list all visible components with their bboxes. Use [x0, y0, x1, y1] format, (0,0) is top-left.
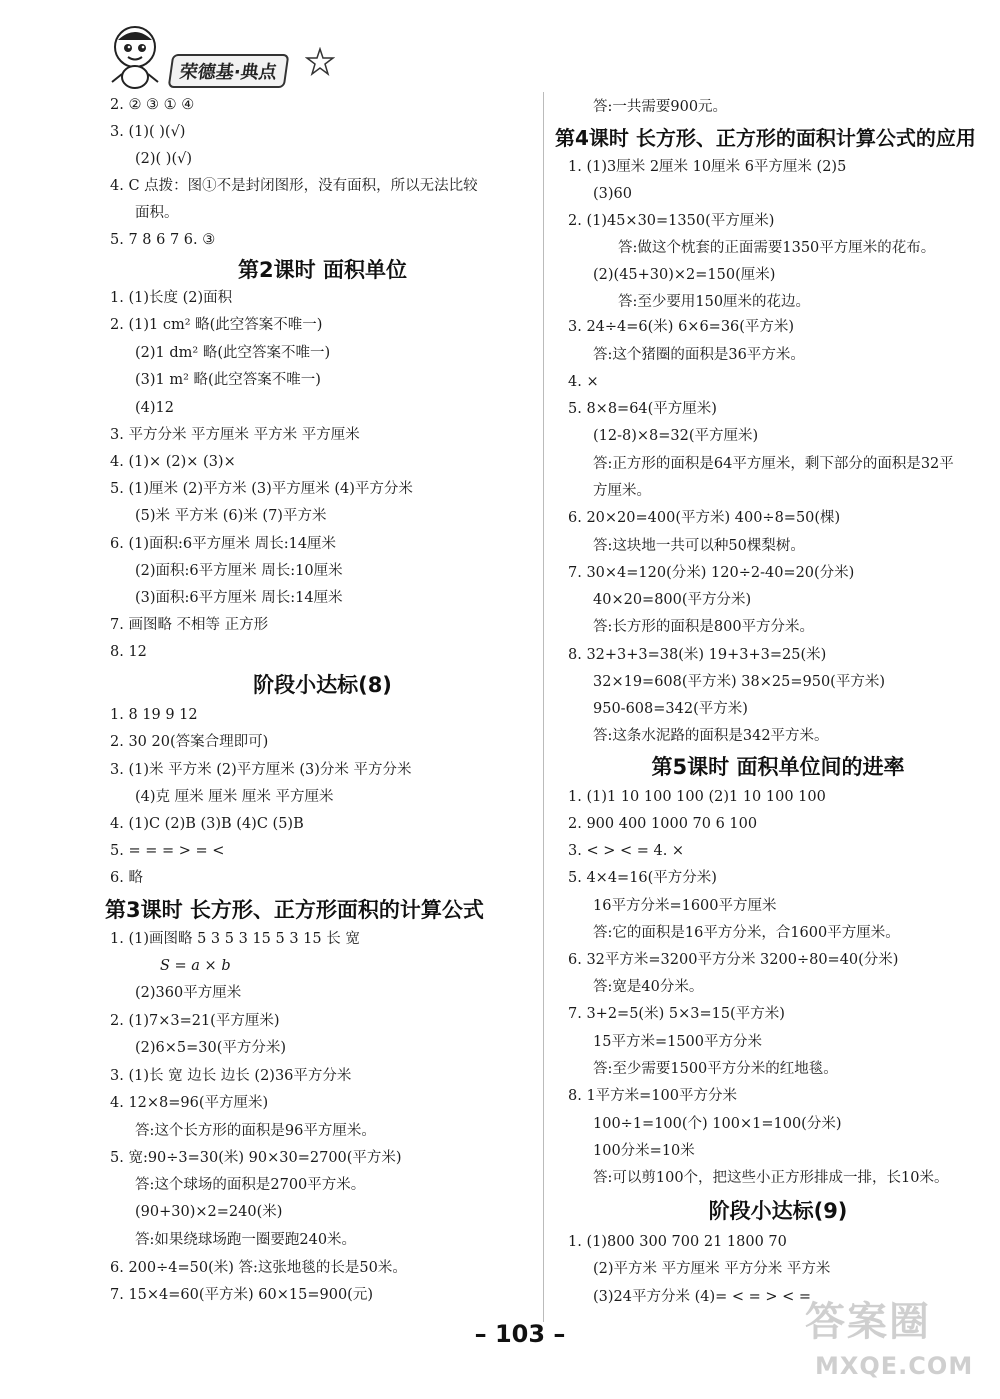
- star-icon: [305, 47, 335, 77]
- answer-line: 答:至少要用150厘米的花边。: [618, 294, 811, 310]
- answer-line: 答:这块地一共可以种50棵梨树。: [593, 538, 805, 554]
- page-number: – 103 –: [474, 1320, 566, 1348]
- answer-line: (3)1 m² 略(此空答案不唯一): [135, 372, 321, 388]
- answer-line: 1. (1)画图略 5 3 5 3 15 5 3 15 长 宽: [110, 931, 360, 947]
- answer-line: 2. ② ③ ① ④: [110, 97, 195, 113]
- answer-line: 答:这个长方形的面积是96平方厘米。: [135, 1123, 376, 1139]
- answer-line: 100÷1=100(个) 100×1=100(分米): [593, 1116, 842, 1132]
- section-heading: 阶段小达标(9): [708, 1199, 848, 1223]
- answer-line: 1. 8 19 9 12: [110, 707, 198, 723]
- answer-line: 答:正方形的面积是64平方厘米，剩下部分的面积是32平: [593, 456, 954, 472]
- answer-line: (5)米 平方米 (6)米 (7)平方米: [135, 508, 327, 524]
- answer-line: 答:如果绕球场跑一圈要跑240米。: [135, 1232, 357, 1248]
- answer-line: 32×19=608(平方米) 38×25=950(平方米): [593, 674, 885, 690]
- header-logo: [100, 22, 350, 92]
- answer-line: 5. 8×8=64(平方厘米): [568, 401, 717, 417]
- answer-line: 3. (1)( )(√): [110, 124, 186, 140]
- answer-line: (90+30)×2=240(米): [135, 1204, 283, 1220]
- answer-line: 100分米=10米: [593, 1143, 695, 1159]
- answer-line: (2)( )(√): [135, 151, 193, 167]
- answer-line: 5. 4×4=16(平方分米): [568, 870, 717, 886]
- answer-line: 7. 3+2=5(米) 5×3=15(平方米): [568, 1006, 785, 1022]
- answer-line: 950-608=342(平方米): [593, 701, 748, 717]
- answer-line: 8. 12: [110, 644, 147, 660]
- answer-line: 答:长方形的面积是800平方分米。: [593, 619, 815, 635]
- answer-line: (2)360平方厘米: [135, 985, 242, 1001]
- mascot-icon: [100, 22, 170, 92]
- answer-line: 答:这个猪圈的面积是36平方米。: [593, 347, 805, 363]
- answer-line: 5. = = = > = <: [110, 843, 225, 859]
- answer-line: 40×20=800(平方分米): [593, 592, 752, 608]
- answer-line: 7. 15×4=60(平方米) 60×15=900(元): [110, 1287, 373, 1303]
- answer-line: 6. 200÷4=50(米) 答:这张地毯的长是50米。: [110, 1260, 407, 1276]
- answer-line: 2. (1)7×3=21(平方厘米): [110, 1013, 280, 1029]
- answer-line: 5. 宽:90÷3=30(米) 90×30=2700(平方米): [110, 1150, 402, 1166]
- answer-line: 答:这个球场的面积是2700平方米。: [135, 1177, 366, 1193]
- answer-line: 面积。: [135, 205, 179, 221]
- answer-line: 3. (1)米 平方米 (2)平方厘米 (3)分米 平方分米: [110, 762, 412, 778]
- answer-line: 2. 900 400 1000 70 6 100: [568, 816, 758, 832]
- answer-line: 15平方米=1500平方分米: [593, 1034, 763, 1050]
- answer-line: 3. 平方分米 平方厘米 平方米 平方厘米: [110, 427, 360, 443]
- answer-line: 3. < > < = 4. ×: [568, 843, 685, 859]
- answer-line: 2. (1)45×30=1350(平方厘米): [568, 213, 775, 229]
- watermark-url: MXQE.COM: [815, 1352, 974, 1380]
- answer-line: (3)60: [593, 186, 632, 202]
- answer-line: 方厘米。: [593, 483, 651, 499]
- column-divider: [543, 92, 544, 1322]
- section-heading: 第4课时 长方形、正方形的面积计算公式的应用: [555, 126, 976, 150]
- answer-line: 1. (1)800 300 700 21 1800 70: [568, 1234, 787, 1250]
- answer-line: (2)1 dm² 略(此空答案不唯一): [135, 345, 331, 361]
- answer-line: (12-8)×8=32(平方厘米): [593, 428, 759, 444]
- section-heading: 第2课时 面积单位: [238, 258, 407, 282]
- answer-line: S = a × b: [160, 958, 231, 974]
- answer-line: 16平方分米=1600平方厘米: [593, 898, 777, 914]
- answer-line: 5. (1)厘米 (2)平方米 (3)平方厘米 (4)平方分米: [110, 481, 413, 497]
- answer-line: (2)6×5=30(平方分米): [135, 1040, 287, 1056]
- answer-line: 答:这条水泥路的面积是342平方米。: [593, 728, 829, 744]
- answer-line: 4. C 点拨：图①不是封闭图形，没有面积，所以无法比较: [110, 178, 478, 194]
- answer-line: 1. (1)3厘米 2厘米 10厘米 6平方厘米 (2)5: [568, 159, 847, 175]
- answer-line: 答:宽是40分米。: [593, 979, 704, 995]
- answer-line: 6. 略: [110, 870, 143, 886]
- answer-line: 7. 30×4=120(分米) 120÷2-40=20(分米): [568, 565, 855, 581]
- section-heading: 第3课时 长方形、正方形面积的计算公式: [105, 898, 484, 922]
- answer-line: 4. ×: [568, 374, 599, 390]
- answer-line: 6. (1)面积:6平方厘米 周长:14厘米: [110, 536, 337, 552]
- answer-line: (2)(45+30)×2=150(厘米): [593, 267, 776, 283]
- answer-line: 8. 32+3+3=38(米) 19+3+3=25(米): [568, 647, 827, 663]
- answer-line: (3)24平方分米 (4)= < = > < =: [593, 1289, 812, 1305]
- answer-line: (4)克 厘米 厘米 厘米 平方厘米: [135, 789, 334, 805]
- answer-line: 答:至少需要1500平方分米的红地毯。: [593, 1061, 838, 1077]
- answer-line: 答:它的面积是16平方分米，合1600平方厘米。: [593, 925, 900, 941]
- watermark-text: 答案圈: [805, 1299, 931, 1345]
- answer-line: 1. (1)长度 (2)面积: [110, 290, 233, 306]
- answer-line: 答:做这个枕套的正面需要1350平方厘米的花布。: [618, 240, 936, 256]
- answer-line: (2)平方米 平方厘米 平方分米 平方米: [593, 1261, 831, 1277]
- answer-line: 4. 12×8=96(平方厘米): [110, 1095, 269, 1111]
- answer-line: 7. 画图略 不相等 正方形: [110, 617, 269, 633]
- answer-line: 2. 30 20(答案合理即可): [110, 734, 269, 750]
- answer-line: 2. (1)1 cm² 略(此空答案不唯一): [110, 317, 323, 333]
- answer-line: 答:可以剪100个，把这些小正方形排成一排，长10米。: [593, 1170, 949, 1186]
- answer-line: (4)12: [135, 400, 174, 416]
- answer-line: 1. (1)1 10 100 100 (2)1 10 100 100: [568, 789, 826, 805]
- answer-line: 4. (1)× (2)× (3)×: [110, 454, 236, 470]
- answer-line: 6. 20×20=400(平方米) 400÷8=50(棵): [568, 510, 841, 526]
- answer-line: (3)面积:6平方厘米 周长:14厘米: [135, 590, 343, 606]
- section-heading: 第5课时 面积单位间的进率: [651, 755, 905, 779]
- section-heading: 阶段小达标(8): [253, 673, 392, 697]
- answer-line: 答:一共需要900元。: [593, 99, 728, 115]
- answer-line: 3. 24÷4=6(米) 6×6=36(平方米): [568, 319, 795, 335]
- watermark: [795, 1290, 995, 1390]
- answer-line: 8. 1平方米=100平方分米: [568, 1088, 737, 1104]
- answer-line: (2)面积:6平方厘米 周长:10厘米: [135, 563, 343, 579]
- answer-line: 3. (1)长 宽 边长 边长 (2)36平方分米: [110, 1068, 352, 1084]
- brand-title: 荣德基·典点: [168, 54, 290, 88]
- answer-line: 5. 7 8 6 7 6. ③: [110, 232, 216, 248]
- answer-line: 4. (1)C (2)B (3)B (4)C (5)B: [110, 816, 304, 832]
- answer-line: 6. 32平方米=3200平方分米 3200÷80=40(分米): [568, 952, 899, 968]
